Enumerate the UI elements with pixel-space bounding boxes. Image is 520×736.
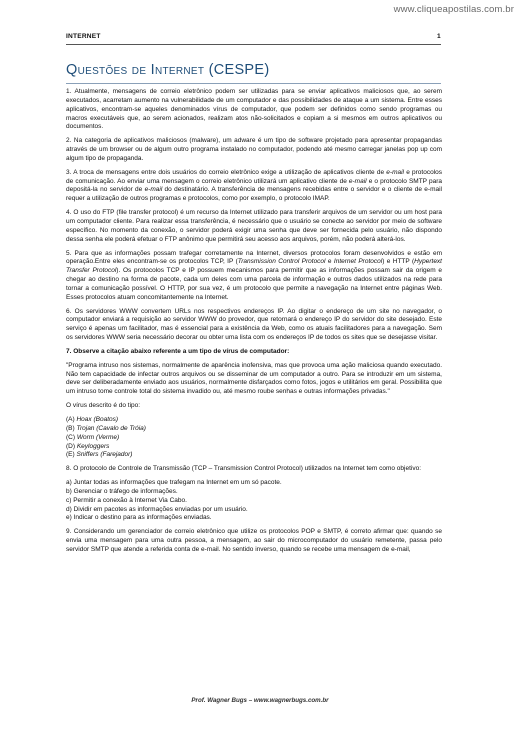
question-1: 1. Atualmente, mensagens de correio eletrônico podem ser utilizadas para se enviar aplicativos maliciosos que, ao serem executados, acarretam aumento na vulnerabilidade de um computador e das possibilidades de ataque a um sistema. Entre esses aplicativos, encontram-se aqueles denominados vírus de computador, que podem ser definidos como sendo programas ou macros executáveis que, ao serem acionados, realizam atos não-solicitados e copiam a si mesmos em outros aplicativos ou documentos. (66, 88, 442, 131)
question-3-text: do destinatário. A transferência de mensagens recebidas entre o servidor e o cliente de e-mail requer a utilização de outros programas e protocolos, como por exemplo, o protocolo IMAP. (66, 186, 443, 203)
question-7-quote: "Programa intruso nos sistemas, normalmente de aparência inofensiva, mas que provoca uma ação maliciosa quando executado. Não tem capacidade de infectar outros arquivos ou se disseminar de um computador a outro. Para se introduzir em um sistema, deve ser deliberadamente enviado aos usuários, normalmente disfarçados como fotos, jogos e utilitários em geral. Possibilita que um intruso tome controle total do sistema invadido ou, até mesmo roube senhas e outras informações privadas." (66, 361, 442, 396)
option-text: Keyloggers (76, 442, 110, 450)
question-5 (66, 250, 442, 303)
footer-credit: Prof. Wagner Bugs – www.wagnerbugs.com.br (191, 697, 329, 704)
question-6: 6. Os servidores WWW convertem URLs nos respectivos endereços IP. Ao digitar o endereço de um site no navegador, o computador enviará a requisição ao servidor WWW do provedor, que retornará o endereço IP do servidor do site desejado. Este serviço é apenas um facilitador, mas é essencial para a existência da Web, como os atuais facilitadores para a navegação. Sem os servidores WWW seria necessário decorar ou obter uma lista com os endereços IP de todos os sites que se desejasse visitar. (66, 307, 442, 342)
question-4: 4. O uso do FTP (file transfer protocol) é um recurso da Internet utilizado para transferir arquivos de um servidor ou um host para um computador cliente. Para realizar essa transferência, é necessário que o usuário se conecte ao servidor por meio de software específico. No momento da conexão, o servidor poderá exigir uma senha que deve ser fornecida pelo usuário, não dispondo dessa senha ele poderá efetuar o FTP anônimo que permitirá seu acesso aos arquivos, porém, não poderá alterá-los. (66, 209, 442, 243)
option-text: Worm (Verme) (76, 433, 120, 441)
running-header-section: INTERNET (66, 33, 101, 40)
question-7-prompt: 7. Observe a citação abaixo referente a um tipo de vírus de computador: (66, 347, 290, 355)
question-9: 9. Considerando um gerenciador de correio eletrônico que utilize os protocolos POP e SMTP, é correto afirmar que: quando se envia uma mensagem para uma outra pessoa, a mensagem, ao sair do microcomputador do usuário remetente, passa pelo servidor SMTP que atende a referida conta de e-mail. No sentido inverso, quando se recebe uma mensagem de e-mail, (66, 528, 442, 553)
option-text: Trojan (Cavalo de Tróia) (76, 424, 146, 432)
option-e: e) Indicar o destino para as informações enviadas. (66, 514, 212, 522)
option-letter: (D) (66, 442, 77, 450)
option-letter: (E) (66, 451, 77, 459)
option-b (66, 425, 442, 434)
questions-body (66, 88, 442, 560)
question-3-text: 3. A troca de mensagens entre dois usuários do correio eletrônico exige a utilização de aplicativos cliente de (66, 168, 387, 176)
question-5-term: Hypertext Transfer Protocol (66, 258, 442, 275)
page-title: Questões de Internet (CESPE) (66, 62, 270, 78)
title-divider (66, 83, 441, 84)
question-7-options (66, 416, 442, 460)
option-d: d) Dividir em pacotes as informações enviadas por um usuário. (66, 505, 248, 513)
question-5-text: 5. Para que as informações possam trafegar corretamente na Internet, diversos protocolos foram desenvolvidos e estão em operação.Entre eles encontram-se os protocolos TCP, IP ( (66, 249, 442, 266)
question-2: 2. Na categoria de aplicativos maliciosos (malware), um adware é um tipo de software projetado para apresentar propagandas através de um browser ou de algum outro programa instalado no computador, podendo até mesmo carregar janelas pop up com algum tipo de propaganda. (66, 137, 442, 162)
question-8-prompt: 8. O protocolo de Controle de Transmissão (TCP – Transmission Control Protocol) utilizados na Internet tem como objetivo: (66, 465, 422, 473)
question-3-term: e-mail (144, 186, 163, 194)
question-5-term: Transmission Control Protocol (237, 258, 326, 266)
question-8-options (66, 479, 442, 523)
option-c (66, 434, 442, 443)
question-3-text: e protocolos de comunicação. Ao enviar uma mensagem o correio eletrônico utilizará um aplicativo cliente de (66, 168, 442, 185)
option-text: Hoax (Boatos) (76, 416, 119, 423)
header-divider (66, 44, 441, 45)
option-a: a) Juntar todas as informações que trafegam na Internet em um só pacote. (66, 479, 282, 487)
question-3-text: e o protocolo SMTP para depositá-la no servidor de (66, 177, 442, 194)
option-d (66, 443, 442, 452)
question-7-question: O vírus descrito é do tipo: (66, 402, 141, 410)
question-3 (66, 169, 442, 204)
option-e (66, 451, 442, 460)
option-letter: (A) (66, 416, 77, 423)
question-5-term: Internet Protocol (333, 258, 383, 266)
question-3-term: e-mail (386, 168, 404, 176)
question-5-text: e (325, 258, 334, 266)
question-3-term: e-mail (348, 177, 367, 185)
option-text: Sniffers (Farejador) (76, 451, 133, 459)
option-a (66, 416, 442, 425)
question-5-text: ). Os protocolos TCP e IP possuem mecanismos para permitir que as informações possam sair da origem e chegar ao destino na forma de pacote, cada um deles com uma parcela de informação e outros dados utilizados na rede para tornar a comunicação possível. O HTTP, por sua vez, é um protocolo que permite a navegação na Internet entre páginas Web. Esses protocolos atuam concomitantemente na Internet. (66, 267, 442, 301)
option-c: c) Permitir a conexão à Internet Via Cabo. (66, 496, 187, 504)
option-b: b) Gerenciar o tráfego de informações. (66, 487, 178, 495)
option-letter: (B) (66, 424, 77, 432)
site-url: www.cliqueapostilas.com.br (393, 4, 514, 15)
question-5-text: ) e HTTP ( (382, 258, 415, 266)
option-letter: (C) (66, 433, 77, 441)
page-number: 1 (437, 33, 441, 40)
